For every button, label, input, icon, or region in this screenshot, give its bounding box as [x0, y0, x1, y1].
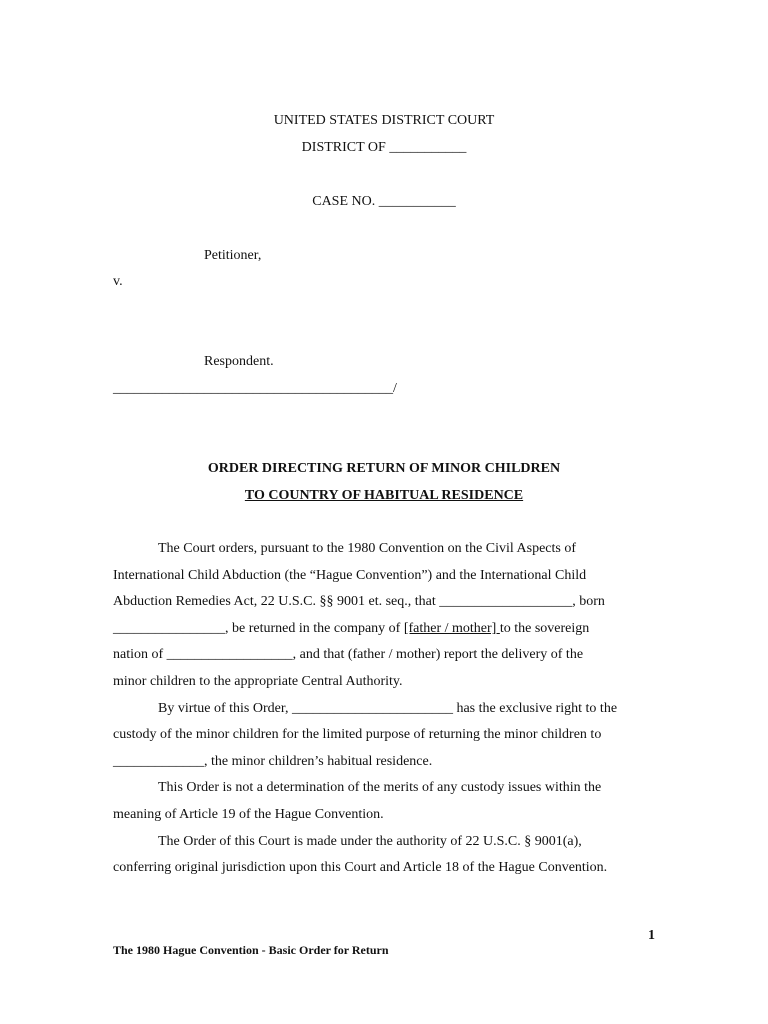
- case-number-line: CASE NO. ___________: [312, 194, 456, 209]
- parent-placeholder: [father / mother]: [403, 620, 500, 636]
- court-heading: UNITED STATES DISTRICT COURT: [273, 113, 495, 128]
- body-line: meaning of Article 19 of the Hague Convention.: [113, 806, 384, 822]
- order-body: [113, 536, 647, 882]
- caption-separator: ________________________________________/: [113, 381, 397, 396]
- body-line: By virtue of this Order, _______________________ has the exclusive right to the: [158, 700, 618, 716]
- footer-document-name: The 1980 Hague Convention - Basic Order for Return: [113, 943, 389, 957]
- body-line: _____________, the minor children’s habitual residence.: [113, 753, 433, 769]
- body-line: The Order of this Court is made under the authority of 22 U.S.C. § 9001(a),: [158, 833, 582, 849]
- body-segment: ________________, be returned in the company of: [113, 620, 404, 636]
- page-number: 1: [648, 928, 655, 943]
- petitioner-label: Petitioner,: [204, 248, 262, 263]
- body-line: conferring original jurisdiction upon this Court and Article 18 of the Hague Convention.: [113, 860, 608, 876]
- body-line: [113, 616, 647, 643]
- body-line: The Court orders, pursuant to the 1980 Convention on the Civil Aspects of: [158, 541, 577, 556]
- versus-label: v.: [113, 274, 123, 289]
- body-line: nation of __________________, and that (father / mother) report the delivery of the: [113, 647, 584, 663]
- order-title-line-2: TO COUNTRY OF HABITUAL RESIDENCE: [244, 488, 524, 503]
- body-line: This Order is not a determination of the merits of any custody issues within the: [158, 780, 602, 796]
- body-line: Abduction Remedies Act, 22 U.S.C. §§ 9001 et. seq., that ___________________, born: [113, 594, 605, 610]
- respondent-label: Respondent.: [204, 354, 274, 369]
- district-line: DISTRICT OF ___________: [301, 140, 467, 155]
- body-line: International Child Abduction (the “Hague Convention”) and the International Child: [113, 567, 587, 583]
- body-segment: to the sovereign: [499, 620, 590, 636]
- body-line: custody of the minor children for the limited purpose of returning the minor children to: [113, 727, 602, 743]
- body-line: minor children to the appropriate Central Authority.: [113, 673, 403, 689]
- order-title-line-1: ORDER DIRECTING RETURN OF MINOR CHILDREN: [207, 461, 561, 476]
